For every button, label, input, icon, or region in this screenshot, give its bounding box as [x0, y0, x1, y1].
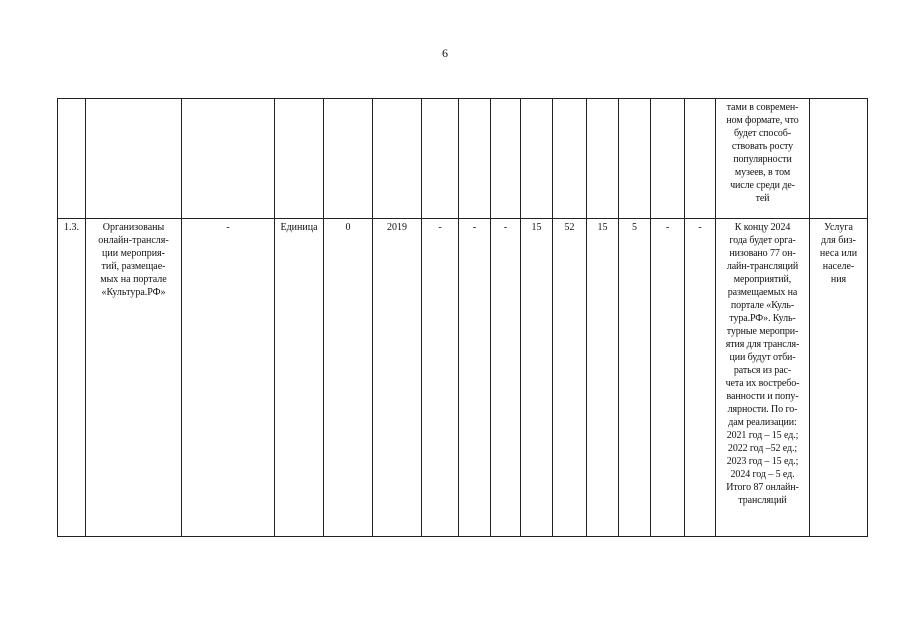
indicator-name: Организованы онлайн-трансля- ции мероприя- тий, размещае- мых на портале «Культура.РФ»: [86, 219, 182, 537]
table-row-continuation: [58, 99, 868, 219]
base-year: 2019: [373, 219, 422, 537]
value-cell: 5: [619, 219, 651, 537]
type-mark: -: [182, 219, 275, 537]
value-cell: -: [491, 219, 521, 537]
page-number: 6: [442, 46, 448, 60]
value-cell: 15: [587, 219, 619, 537]
value-cell: -: [422, 219, 459, 537]
base-value: 0: [324, 219, 373, 537]
value-cell: 52: [553, 219, 587, 537]
row-note: К концу 2024 года будет орга- низовано 77 он- лайн-трансляций мероприятий, размещаемых на портале «Куль- тура.РФ». Куль- турные меропри- ятия для трансля- ции будут отби- раться из рас- чета их востребо- ванности и попу- лярности. По го- дам реализации: 2021 год – 15 ед.; 2022 год –52 ед.; 2023 год – 15 ед.; 2024 год – 5 ед. Итого 87 онлайн- трансляций: [716, 219, 810, 537]
unit: Единица: [275, 219, 324, 537]
continuation-note: тами в современ- ном формате, что будет способ- ствовать росту популярности музеев, в том числе среди де- тей: [716, 99, 810, 219]
value-cell: -: [459, 219, 491, 537]
row-number: 1.3.: [58, 219, 86, 537]
value-cell: -: [651, 219, 685, 537]
value-cell: 15: [521, 219, 553, 537]
value-cell: -: [685, 219, 716, 537]
table-row: [58, 219, 868, 537]
service-type: Услуга для биз- неса или населе- ния: [810, 219, 868, 537]
indicator-table: [57, 98, 868, 537]
